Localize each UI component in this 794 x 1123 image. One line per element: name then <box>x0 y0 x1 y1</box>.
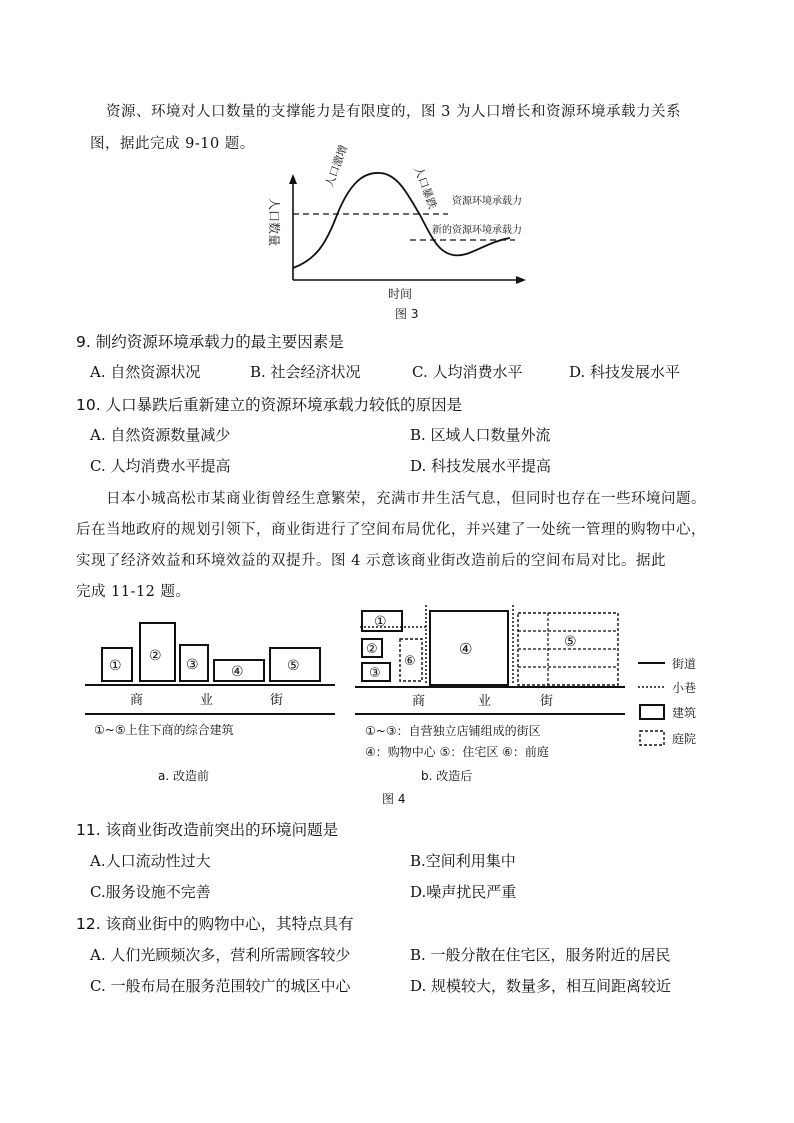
street-char-3-b: 街 <box>540 694 554 709</box>
figure-4-caption: 图 4 <box>382 792 406 806</box>
fall-label: 人口暴跌 <box>411 164 439 211</box>
y-axis-arrow <box>289 174 297 184</box>
panel-b-after <box>355 605 625 783</box>
street-char-2-b: 业 <box>478 694 492 709</box>
street-char-3-a: 街 <box>270 693 284 708</box>
caption-a: a. 改造前 <box>158 769 209 783</box>
question-10-stem: 10. 人口暴跌后重新建立的资源环境承载力较低的原因是 <box>76 396 463 414</box>
question-12-option-b: B. 一般分散在住宅区，服务附近的居民 <box>410 946 671 964</box>
legend-a: ①~⑤上住下商的综合建筑 <box>94 723 234 737</box>
key-building-label: 建筑 <box>672 706 697 720</box>
label-5-a: ⑤ <box>287 658 300 674</box>
intro-paragraph-1-line-2: 图，据此完成 9-10 题。 <box>90 136 255 152</box>
figure-3-caption: 图 3 <box>395 307 419 321</box>
question-10-option-a: A. 自然资源数量减少 <box>90 426 231 444</box>
population-curve <box>293 173 510 268</box>
question-9-option-d: D. 科技发展水平 <box>569 363 681 381</box>
question-9-option-c: C. 人均消费水平 <box>412 363 523 381</box>
figure-4-key <box>638 657 696 746</box>
label-1-b: ① <box>374 614 387 630</box>
question-10-option-d: D. 科技发展水平提高 <box>410 457 552 475</box>
question-11-option-a: A.人口流动性过大 <box>90 852 211 870</box>
label-6-b: ⑥ <box>404 654 416 669</box>
question-9-option-b: B. 社会经济状况 <box>250 363 361 381</box>
label-4-b: ④ <box>459 640 473 658</box>
question-11-option-c: C.服务设施不完善 <box>90 883 211 901</box>
intro-paragraph-1-line-1: 资源、环境对人口数量的支撑能力是有限度的，图 3 为人口增长和资源环境承载力关系 <box>106 104 681 120</box>
question-12-option-a: A. 人们光顾频次多，营利所需顾客较少 <box>90 946 351 964</box>
street-char-1-a: 商 <box>130 693 144 708</box>
street-char-2-a: 业 <box>200 693 214 708</box>
question-10-option-b: B. 区域人口数量外流 <box>410 426 551 444</box>
intro-paragraph-2-line-3: 实现了经济效益和环境效益的双提升。图 4 示意该商业街改造前后的空间布局对比。据此 <box>76 553 666 569</box>
x-axis-arrow <box>516 276 526 284</box>
question-12-stem: 12. 该商业街中的购物中心，其特点具有 <box>76 915 354 933</box>
question-11-option-d: D.噪声扰民严重 <box>410 883 517 901</box>
question-11-option-b: B.空间利用集中 <box>410 852 516 870</box>
key-courtyard-label: 庭院 <box>672 732 697 746</box>
panel-a-before <box>85 623 335 783</box>
label-3-b: ③ <box>369 666 381 681</box>
y-axis-label: 人口数量 <box>267 198 281 247</box>
label-4-a: ④ <box>231 664 244 680</box>
question-9-option-a: A. 自然资源状况 <box>90 363 201 381</box>
x-axis-label: 时间 <box>388 287 413 301</box>
new-capacity-label: 新的资源环境承载力 <box>432 225 522 236</box>
question-12-option-c: C. 一般布局在服务范围较广的城区中心 <box>90 977 351 995</box>
key-street-label: 街道 <box>672 657 697 671</box>
intro-paragraph-2-line-4: 完成 11-12 题。 <box>76 584 191 600</box>
label-3-a: ③ <box>186 657 199 673</box>
figure-3-population-chart <box>267 143 540 325</box>
label-5-b: ⑤ <box>564 634 577 650</box>
question-12-option-d: D. 规模较大，数量多，相互间距离较近 <box>410 977 672 995</box>
intro-paragraph-2-line-2: 后在当地政府的规划引领下，商业街进行了空间布局优化，并兴建了一处统一管理的购物中心， <box>76 522 706 538</box>
question-11-stem: 11. 该商业街改造前突出的环境问题是 <box>76 821 339 839</box>
question-10-option-c: C. 人均消费水平提高 <box>90 457 231 475</box>
rise-label: 人口激增 <box>322 143 351 190</box>
legend-b-line-2: ④：购物中心 ⑤：住宅区 ⑥：前庭 <box>365 745 549 759</box>
label-2-b: ② <box>366 642 378 657</box>
key-alley-label: 小巷 <box>672 681 697 695</box>
label-2-a: ② <box>149 648 162 664</box>
question-9-stem: 9. 制约资源环境承载力的最主要因素是 <box>76 333 344 351</box>
capacity-label: 资源环境承载力 <box>452 196 522 207</box>
label-1-a: ① <box>109 658 122 674</box>
street-char-1-b: 商 <box>412 694 426 709</box>
figure-4-street-layout <box>80 603 720 808</box>
key-courtyard-symbol <box>640 731 664 745</box>
legend-b-line-1: ①~③：自营独立店铺组成的街区 <box>365 724 541 738</box>
key-building-symbol <box>640 705 664 719</box>
caption-b: b. 改造后 <box>421 769 473 783</box>
intro-paragraph-2-line-1: 日本小城高松市某商业街曾经生意繁荣，充满市井生活气息，但同时也存在一些环境问题。 <box>106 491 706 507</box>
